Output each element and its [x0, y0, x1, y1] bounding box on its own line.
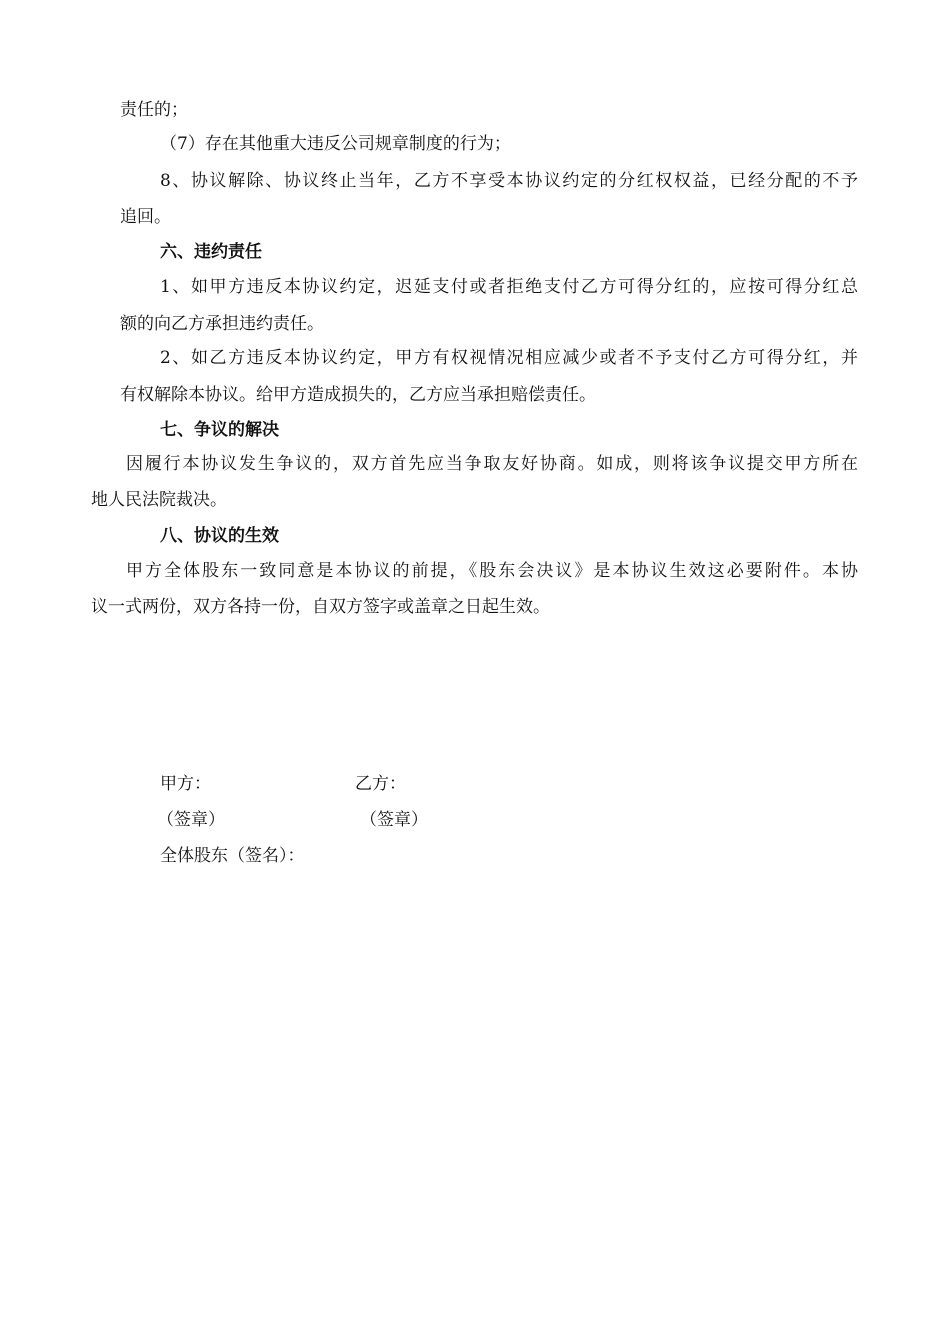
section-heading-effectiveness: 八、协议的生效: [160, 526, 279, 546]
party-a-label: 甲方：: [160, 774, 211, 794]
breach-clause-2-line-1: 2、如乙方违反本协议约定，甲方有权视情况相应减少或者不予支付乙方可得分红，并: [160, 348, 858, 368]
dispute-clause-line-2: 地人民法院裁决。: [91, 490, 227, 510]
section-heading-breach-liability: 六、违约责任: [160, 242, 262, 262]
continued-text: 责任的；: [120, 100, 188, 120]
party-a-seal: （签章）: [157, 810, 225, 830]
breach-clause-2-line-2: 有权解除本协议。给甲方造成损失的，乙方应当承担赔偿责任。: [120, 385, 596, 405]
shareholders-signature-label: 全体股东（签名）：: [160, 846, 305, 866]
clause-8-line-2: 追回。: [120, 207, 171, 227]
clause-8-line-1: 8、协议解除、协议终止当年，乙方不享受本协议约定的分红权权益，已经分配的不予: [160, 171, 858, 191]
clause-item-7: （7）存在其他重大违反公司规章制度的行为；: [160, 134, 511, 154]
breach-clause-1-line-1: 1、如甲方违反本协议约定，迟延支付或者拒绝支付乙方可得分红的，应按可得分红总: [160, 277, 858, 297]
effectiveness-clause-line-1: 甲方全体股东一致同意是本协议的前提，《股东会决议》是本协议生效这必要附件。本协: [126, 561, 858, 581]
dispute-clause-line-1: 因履行本协议发生争议的，双方首先应当争取友好协商。如成，则将该争议提交甲方所在: [126, 454, 858, 474]
party-b-seal: （签章）: [360, 810, 428, 830]
party-b-label: 乙方：: [355, 774, 406, 794]
breach-clause-1-line-2: 额的向乙方承担违约责任。: [120, 314, 324, 334]
section-heading-dispute-resolution: 七、争议的解决: [160, 420, 279, 440]
effectiveness-clause-line-2: 议一式两份，双方各持一份，自双方签字或盖章之日起生效。: [91, 597, 550, 617]
